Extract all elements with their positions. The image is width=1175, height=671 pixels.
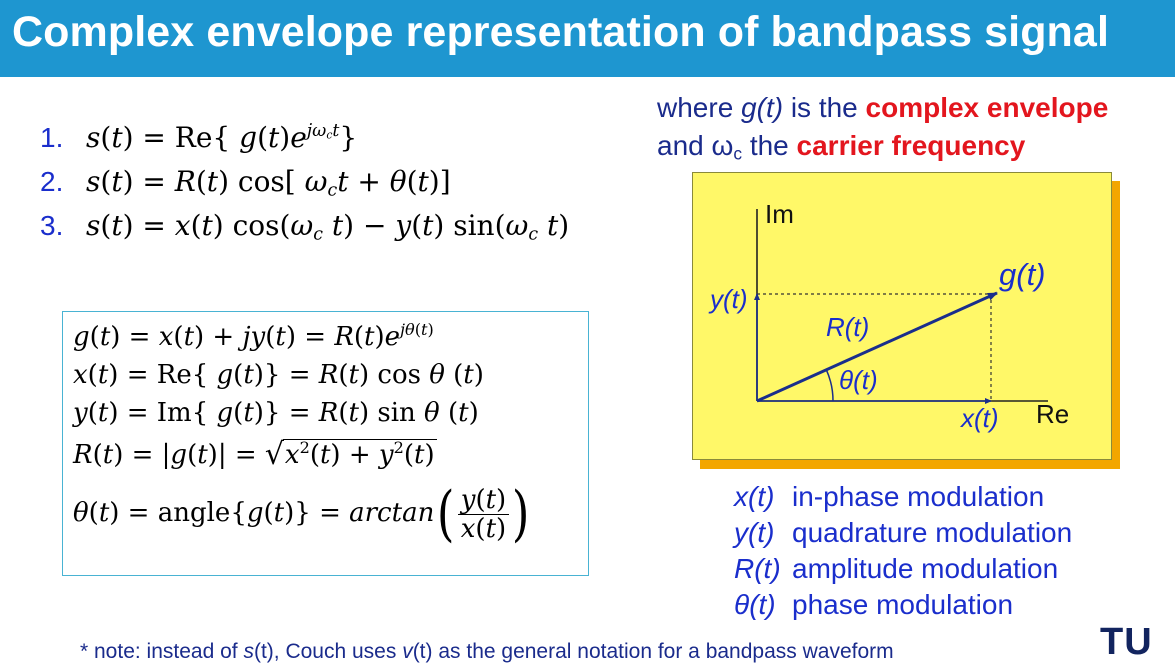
definition-g: $g(t) = x(t) + jy(t) = R(t)e^{j\theta(t)}$ <box>73 320 434 352</box>
equation-3: 3. s(t) = x(t) $\cos(\omega_c$ t) − y(t) $\sin(\omega_c$ t) <box>40 204 569 248</box>
angle-arc <box>826 369 833 401</box>
y-label: y(t) <box>710 284 748 314</box>
phasor-diagram <box>692 172 1112 460</box>
equation-list <box>40 116 569 248</box>
modulation-item: x(t) in-phase modulation <box>734 481 1045 512</box>
r-label: R(t) <box>826 312 870 342</box>
definition-r: R(t) = |g(t)| = √ $x^2(t) + y^2(t)$ <box>73 437 435 472</box>
equation-2: 2. s(t) = R(t) cos[ $\omega_ct + \theta(t)$] <box>40 160 569 204</box>
modulation-item: y(t) quadrature modulation <box>734 517 1073 548</box>
equation-number: 2. <box>40 166 64 197</box>
modulation-list <box>734 479 1072 623</box>
slide-title: Complex envelope representation of bandpass signal <box>12 8 1109 56</box>
modulation-item: θ(t) phase modulation <box>734 589 1014 620</box>
equation-1: 1. s(t) = Re{ $g(t)e^{j\omega_ct}$} <box>40 116 569 160</box>
definition-x: x(t) = Re{ g(t)} = R(t) cos θ (t) <box>73 360 484 390</box>
carrier-frequency-note: and $\omega_c$ the carrier frequency <box>657 130 1026 164</box>
equation-number: 3. <box>40 210 64 241</box>
footnote: * note: instead of s(t), Couch uses v(t) as the general notation for a bandpass waveform <box>80 640 894 663</box>
definition-box <box>62 311 589 576</box>
definition-y: y(t) = Im{ g(t)} = R(t) sin θ (t) <box>73 398 479 428</box>
re-axis-label: Re <box>1036 399 1070 429</box>
theta-label: θ(t) <box>839 365 878 395</box>
definition-theta: θ(t) = angle{g(t)} = arctan( $\frac{y(t)}{x(t)}$ ) <box>73 479 530 549</box>
im-axis-label: Im <box>765 199 794 229</box>
modulation-item: R(t) amplitude modulation <box>734 553 1059 584</box>
tu-logo: TU <box>1100 621 1153 663</box>
equation-number: 1. <box>40 122 64 153</box>
g-label: g(t) <box>999 257 1046 292</box>
x-label: x(t) <box>961 403 999 433</box>
complex-envelope-note: where g(t) is the complex envelope <box>657 92 1109 123</box>
